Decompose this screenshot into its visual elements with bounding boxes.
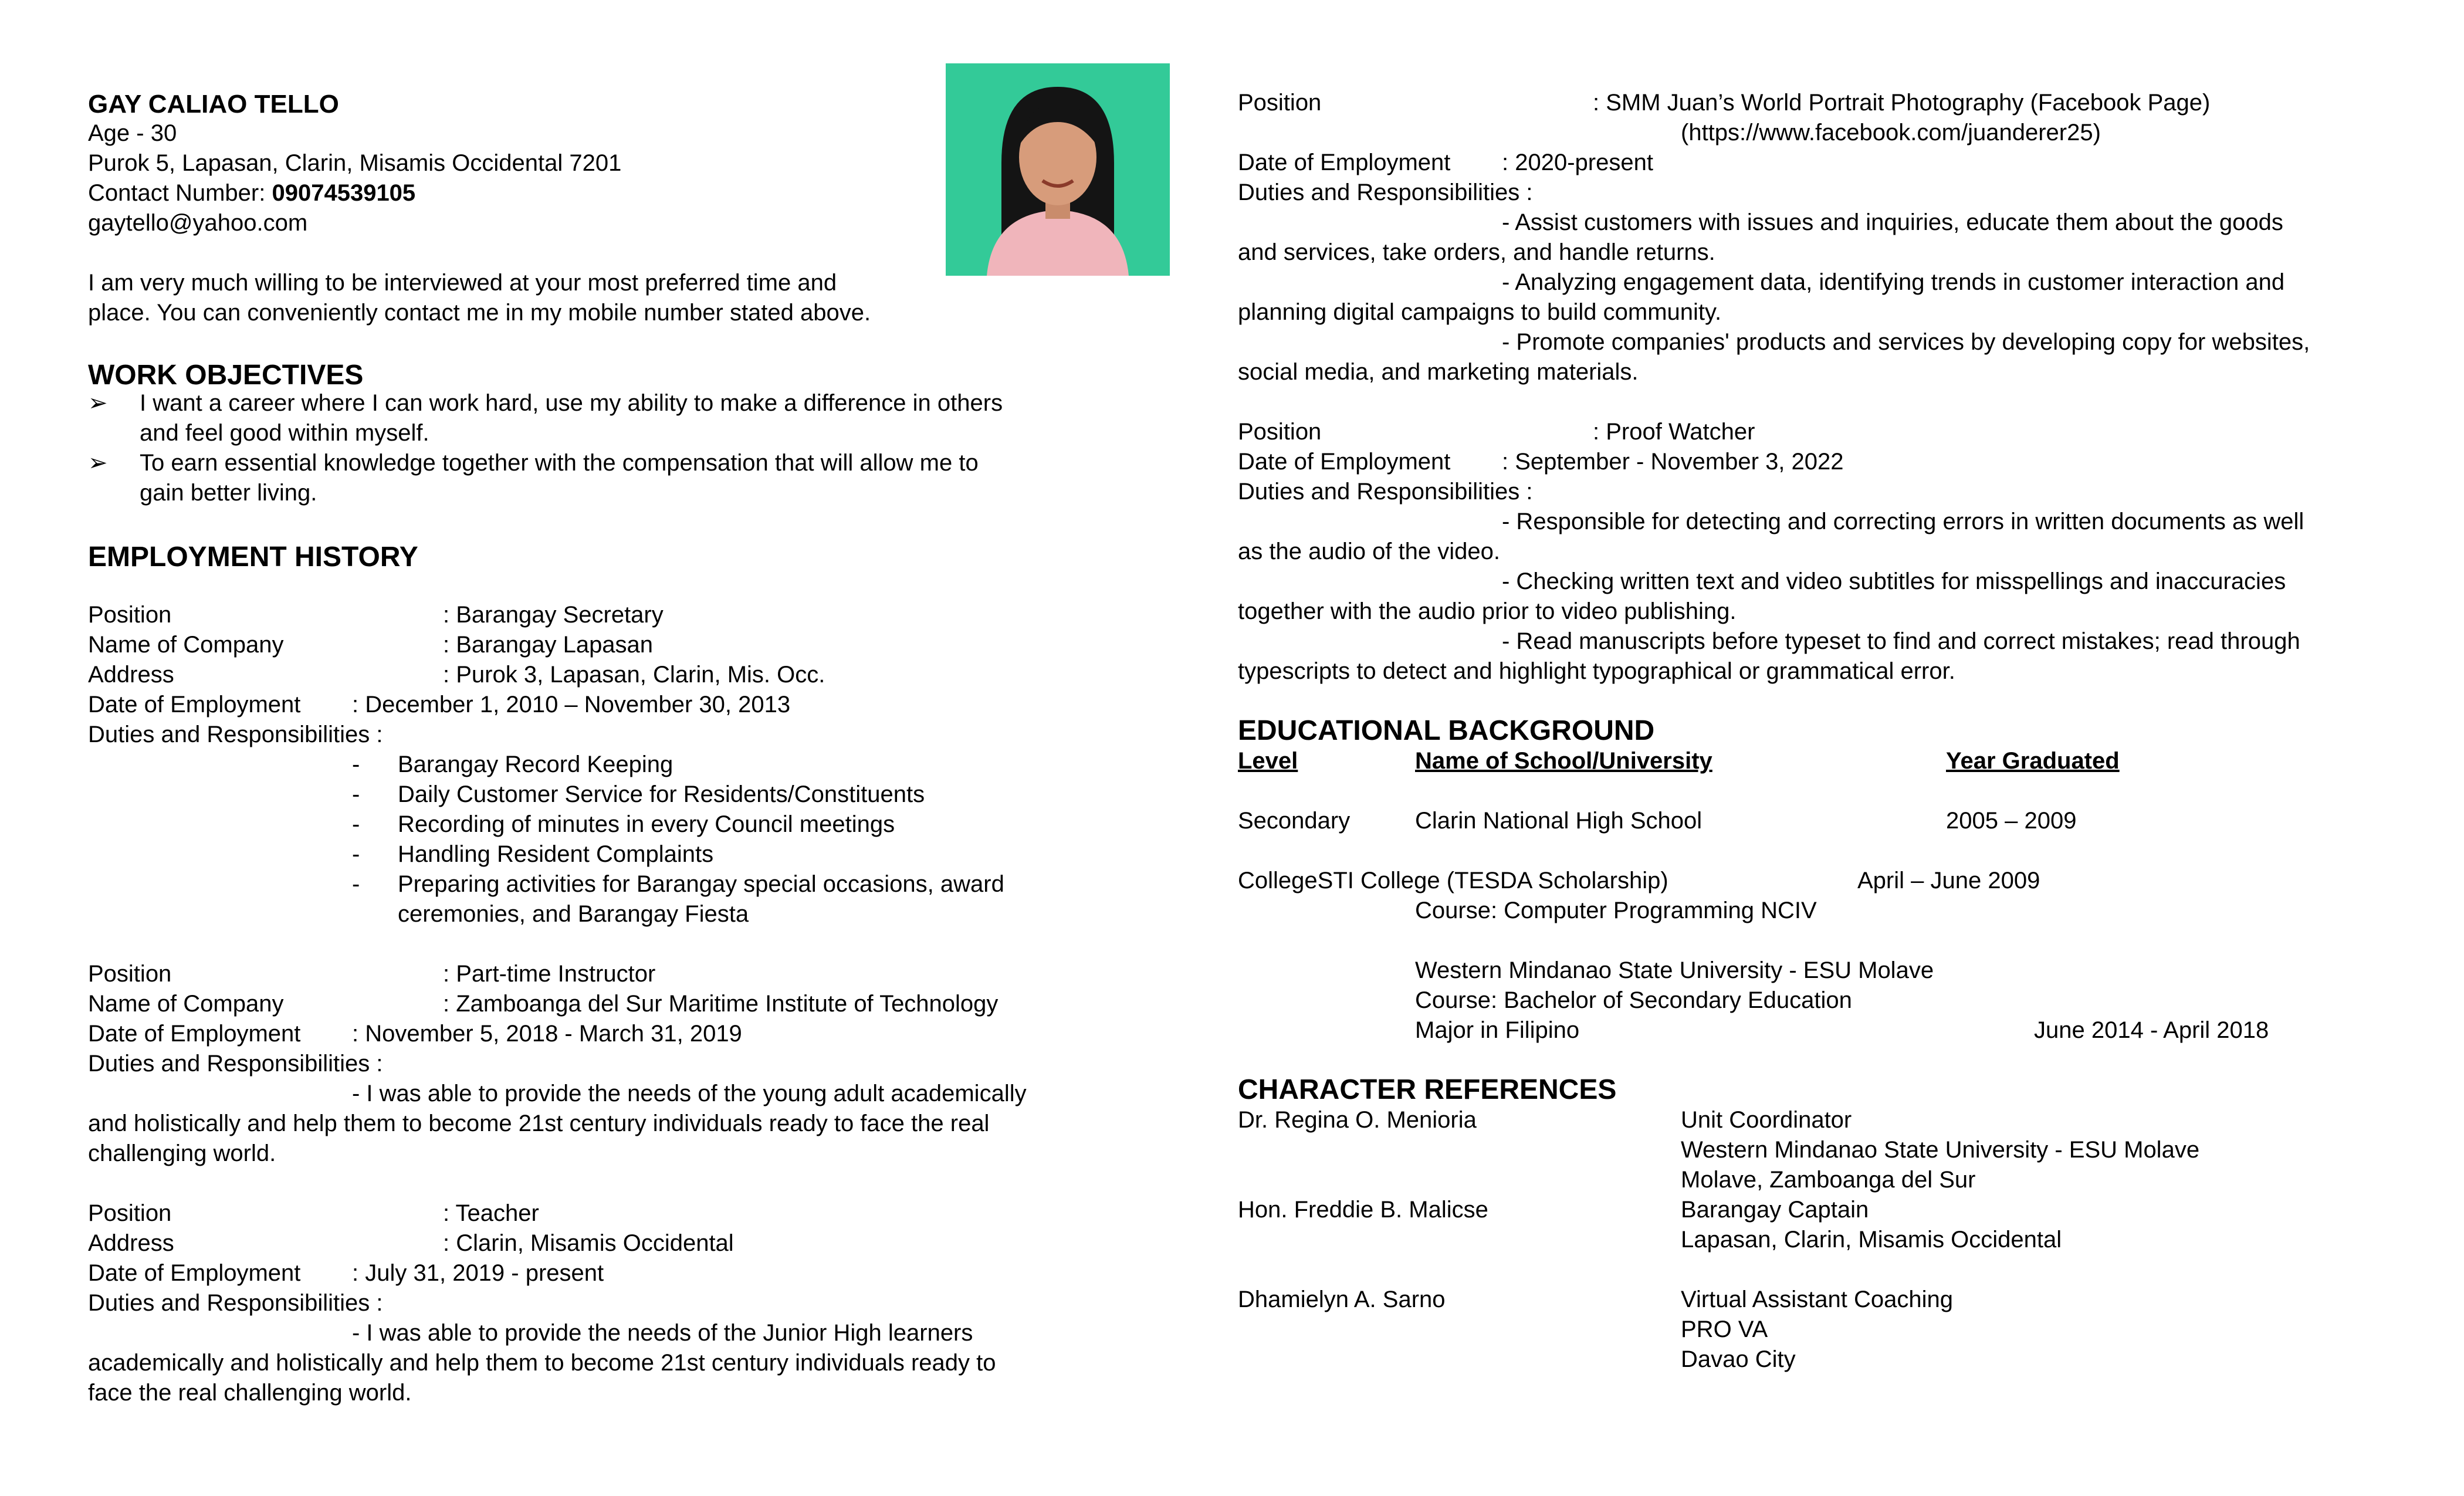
field-value: : Barangay Secretary — [443, 602, 664, 628]
reference-detail: Unit Coordinator — [1681, 1107, 1852, 1133]
edu-course: Course: Bachelor of Secondary Education — [1415, 987, 1852, 1013]
field-value: : Purok 3, Lapasan, Clarin, Mis. Occ. — [443, 662, 825, 688]
field-value: : Zamboanga del Sur Maritime Institute of Technology — [443, 991, 999, 1017]
duty-text: and holistically and help them to become 21st century individuals ready to face the real — [88, 1111, 990, 1136]
field-value: : July 31, 2019 - present — [352, 1260, 604, 1286]
edu-year: 2005 – 2009 — [1946, 808, 2077, 834]
field-label: Date of Employment — [88, 1260, 301, 1286]
objective-line: and feel good within myself. — [140, 420, 429, 446]
duty-item: Barangay Record Keeping — [398, 752, 673, 777]
objective-line: I want a career where I can work hard, use my ability to make a difference in others — [140, 390, 1003, 416]
duty-text: - Promote companies' products and services by developing copy for websites, — [1502, 329, 2310, 355]
edu-school: Clarin National High School — [1415, 808, 1703, 834]
references-heading: CHARACTER REFERENCES — [1238, 1074, 1617, 1105]
dash-bullet: - — [352, 811, 360, 837]
objective-line: To earn essential knowledge together with the compensation that will allow me to — [140, 450, 979, 476]
age: Age - 30 — [88, 120, 177, 146]
field-label: Date of Employment — [88, 692, 301, 717]
dash-bullet: - — [352, 841, 360, 867]
applicant-name: GAY CALIAO TELLO — [88, 90, 339, 119]
duty-item: Preparing activities for Barangay special occasions, award — [398, 871, 1004, 897]
edu-course: Course: Computer Programming NCIV — [1415, 898, 1817, 923]
education-heading: EDUCATIONAL BACKGROUND — [1238, 715, 1655, 746]
duty-text: - Assist customers with issues and inquiries, educate them about the goods — [1502, 209, 2283, 235]
duty-text: face the real challenging world. — [88, 1380, 412, 1406]
duty-text: and services, take orders, and handle returns. — [1238, 239, 1715, 265]
field-label: Name of Company — [88, 991, 284, 1017]
facebook-url: (https://www.facebook.com/juanderer25) — [1681, 120, 2101, 145]
contact-line — [88, 178, 415, 208]
duty-text: as the audio of the video. — [1238, 539, 1500, 564]
profile-photo — [946, 63, 1170, 276]
field-label: Position — [1238, 419, 1322, 445]
duty-item-continued: ceremonies, and Barangay Fiesta — [398, 901, 749, 927]
field-label: Duties and Responsibilities : — [1238, 180, 1533, 205]
work-objectives-heading: WORK OBJECTIVES — [88, 360, 364, 391]
col-header-level: Level — [1238, 748, 1298, 774]
field-value: : November 5, 2018 - March 31, 2019 — [352, 1021, 742, 1047]
field-value: : September - November 3, 2022 — [1502, 449, 1844, 475]
intro-line-2: place. You can conveniently contact me in my mobile number stated above. — [88, 300, 871, 326]
field-label: Position — [1238, 90, 1322, 116]
edu-year: April – June 2009 — [1857, 868, 2040, 893]
reference-name: Hon. Freddie B. Malicse — [1238, 1197, 1488, 1223]
field-label: Position — [88, 1200, 172, 1226]
duty-text: - I was able to provide the needs of the Junior High learners — [352, 1320, 973, 1346]
left-column — [88, 0, 1162, 1496]
duty-text: challenging world. — [88, 1140, 276, 1166]
reference-detail: Virtual Assistant Coaching — [1681, 1287, 1953, 1312]
arrow-bullet-icon: ➢ — [88, 450, 108, 476]
duty-text: - Checking written text and video subtitles for misspellings and inaccuracies — [1502, 568, 2286, 594]
field-value: : 2020-present — [1502, 150, 1653, 175]
duty-item: Handling Resident Complaints — [398, 841, 714, 867]
intro-line-1: I am very much willing to be interviewed at your most preferred time and — [88, 270, 837, 296]
duty-text: typescripts to detect and highlight typographical or grammatical error. — [1238, 658, 1955, 684]
dash-bullet: - — [352, 781, 360, 807]
field-label: Position — [88, 602, 172, 628]
reference-detail: Davao City — [1681, 1346, 1796, 1372]
duty-item: Daily Customer Service for Residents/Constituents — [398, 781, 925, 807]
field-label: Address — [88, 1230, 174, 1256]
field-label: Duties and Responsibilities : — [1238, 479, 1533, 505]
reference-name: Dr. Regina O. Menioria — [1238, 1107, 1477, 1133]
col-header-year: Year Graduated — [1946, 748, 2120, 774]
reference-detail: PRO VA — [1681, 1316, 1768, 1342]
duty-text: academically and holistically and help them to become 21st century individuals ready to — [88, 1350, 996, 1376]
home-address: Purok 5, Lapasan, Clarin, Misamis Occidental 7201 — [88, 150, 622, 176]
duty-text: - I was able to provide the needs of the young adult academically — [352, 1081, 1027, 1106]
edu-school: Western Mindanao State University - ESU Molave — [1415, 957, 1934, 983]
field-value: : Barangay Lapasan — [443, 632, 654, 658]
duty-text: - Read manuscripts before typeset to find and correct mistakes; read through — [1502, 628, 2300, 654]
col-header-school: Name of School/University — [1415, 748, 1712, 774]
field-value: : Teacher — [443, 1200, 539, 1226]
objective-line: gain better living. — [140, 480, 317, 506]
field-label: Duties and Responsibilities : — [88, 1290, 383, 1316]
duty-item: Recording of minutes in every Council meetings — [398, 811, 895, 837]
duty-text: - Analyzing engagement data, identifying trends in customer interaction and — [1502, 269, 2285, 295]
field-label: Duties and Responsibilities : — [88, 722, 383, 747]
arrow-bullet-icon: ➢ — [88, 390, 108, 416]
contact-label: Contact Number: — [88, 180, 266, 206]
field-value: : December 1, 2010 – November 30, 2013 — [352, 692, 791, 717]
email: gaytello@yahoo.com — [88, 210, 308, 236]
dash-bullet: - — [352, 752, 360, 777]
duty-text: - Responsible for detecting and correcting errors in written documents as well — [1502, 509, 2304, 534]
field-label: Position — [88, 961, 172, 987]
field-label: Duties and Responsibilities : — [88, 1051, 383, 1077]
contact-number: 09074539105 — [272, 180, 416, 206]
objective-item — [88, 388, 1162, 448]
reference-name: Dhamielyn A. Sarno — [1238, 1287, 1446, 1312]
right-column — [1238, 0, 2411, 1496]
field-label: Date of Employment — [88, 1021, 301, 1047]
field-value: : Proof Watcher — [1593, 419, 1755, 445]
duty-text: planning digital campaigns to build community. — [1238, 299, 1722, 325]
edu-major: Major in Filipino — [1415, 1017, 1580, 1043]
field-label: Date of Employment — [1238, 150, 1451, 175]
edu-college-line: CollegeSTI College (TESDA Scholarship) — [1238, 868, 1668, 893]
reference-detail: Lapasan, Clarin, Misamis Occidental — [1681, 1227, 2062, 1253]
objective-item — [88, 448, 1162, 508]
duty-text: together with the audio prior to video publishing. — [1238, 598, 1737, 624]
field-value: : Clarin, Misamis Occidental — [443, 1230, 734, 1256]
dash-bullet: - — [352, 871, 360, 897]
field-value: : Part-time Instructor — [443, 961, 656, 987]
duty-text: social media, and marketing materials. — [1238, 359, 1639, 385]
field-value: : SMM Juan’s World Portrait Photography (Facebook Page) — [1593, 90, 2211, 116]
field-label: Name of Company — [88, 632, 284, 658]
field-label: Address — [88, 662, 174, 688]
edu-year: June 2014 - April 2018 — [2034, 1017, 2269, 1043]
employment-history-heading: EMPLOYMENT HISTORY — [88, 541, 418, 573]
field-label: Date of Employment — [1238, 449, 1451, 475]
reference-detail: Western Mindanao State University - ESU Molave — [1681, 1137, 2200, 1163]
reference-detail: Molave, Zamboanga del Sur — [1681, 1167, 1976, 1193]
reference-detail: Barangay Captain — [1681, 1197, 1869, 1223]
edu-level: Secondary — [1238, 808, 1351, 834]
